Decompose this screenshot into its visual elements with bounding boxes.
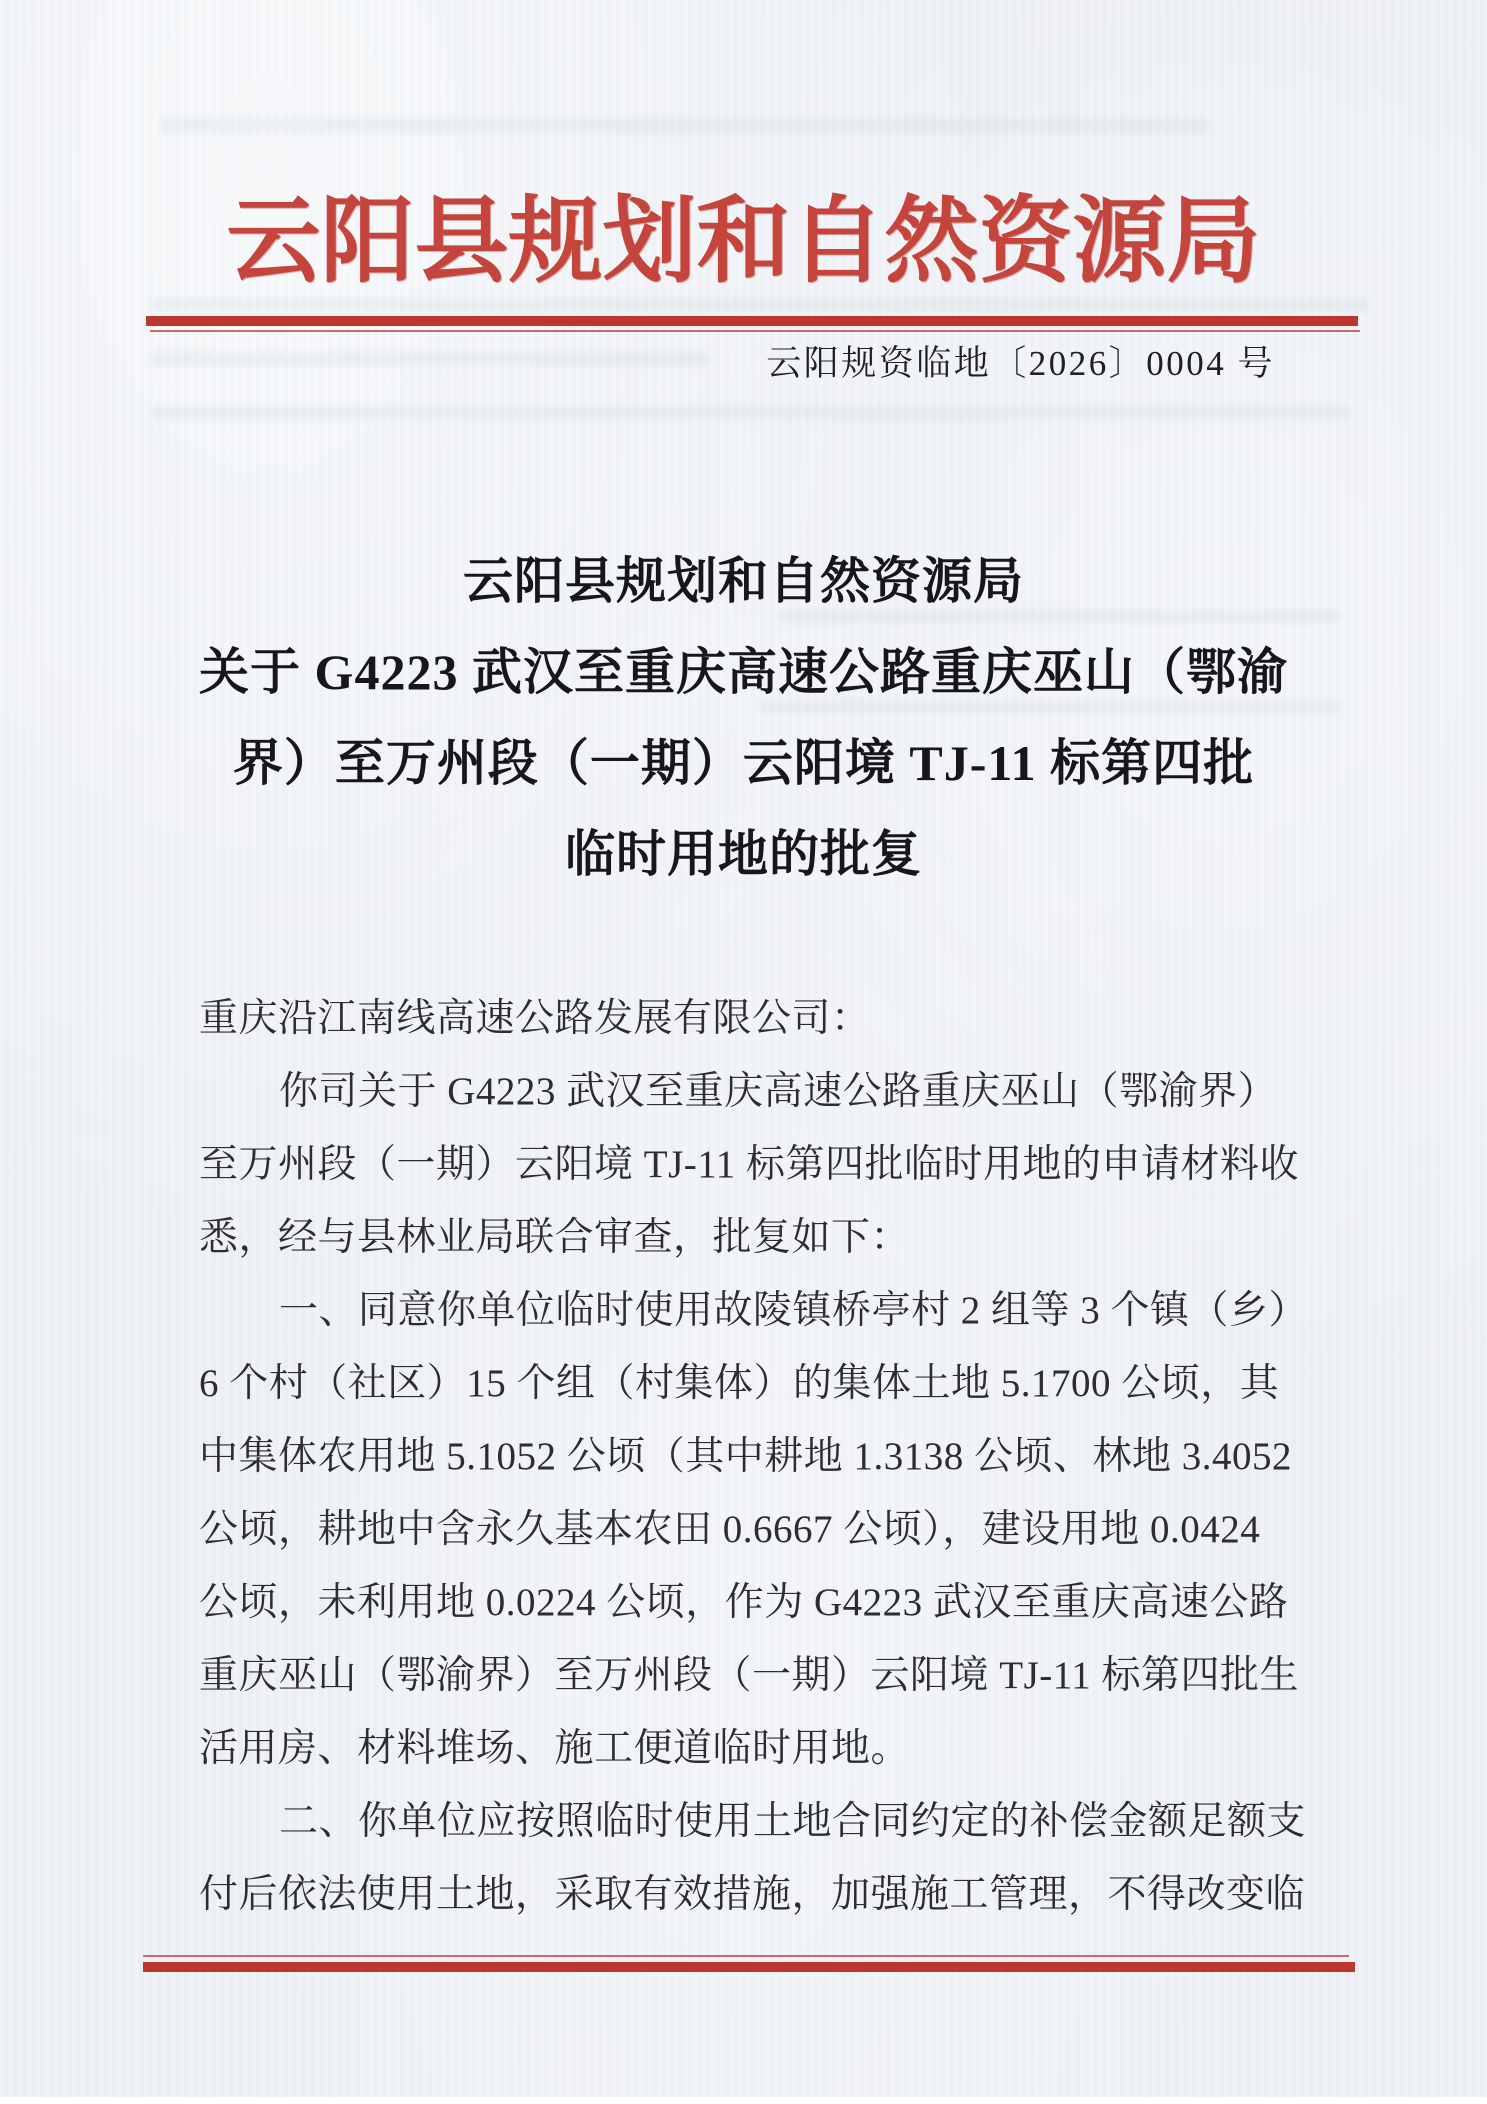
scan-bleedthrough-mark [150,298,1370,312]
footer-rule-thick [143,1962,1355,1972]
document-number: 云阳规资临地〔2026〕0004 号 [766,344,1275,383]
letterhead-rule-thin [150,330,1360,332]
body-line: 你司关于 G4223 武汉至重庆高速公路重庆巫山（鄂渝界） [279,1070,1278,1113]
letterhead-rule-thick [146,316,1358,326]
body-line: 活用房、材料堆场、施工便道临时用地。 [199,1727,911,1770]
body-line: 付后依法使用土地，采取有效措施，加强施工管理，不得改变临 [199,1873,1306,1916]
body-line-item-1: 一、同意你单位临时使用故陵镇桥亭村 2 组等 3 个镇（乡） [279,1289,1309,1332]
document-body [199,982,1309,1931]
scan-bleedthrough-mark [160,118,1210,133]
title-line-4: 临时用地的批复 [565,826,922,882]
scan-bleedthrough-mark [150,352,710,366]
body-line: 重庆巫山（鄂渝界）至万州段（一期）云阳境 TJ-11 标第四批生 [199,1654,1300,1697]
title-line-1: 云阳县规划和自然资源局 [463,553,1024,609]
body-line: 公顷，耕地中含永久基本农田 0.6667 公顷），建设用地 0.0424 [199,1508,1261,1551]
body-line: 6 个村（社区）15 个组（村集体）的集体土地 5.1700 公顷，其 [199,1362,1280,1405]
title-line-2: 关于 G4223 武汉至重庆高速公路重庆巫山（鄂渝 [199,644,1288,700]
body-line: 至万州段（一期）云阳境 TJ-11 标第四批临时用地的申请材料收 [199,1143,1300,1186]
body-line: 中集体农用地 5.1052 公顷（其中耕地 1.3138 公顷、林地 3.4052 [199,1435,1293,1478]
scan-edge [0,2097,1487,2104]
agency-letterhead: 云阳县规划和自然资源局 [226,190,1261,294]
document-title [60,536,1427,900]
title-line-3: 界）至万州段（一期）云阳境 TJ-11 标第四批 [232,735,1255,791]
body-line: 悉，经与县林业局联合审查，批复如下： [199,1216,911,1259]
body-line-recipient: 重庆沿江南线高速公路发展有限公司： [199,997,871,1040]
footer-rule-thin [143,1955,1349,1957]
scan-bleedthrough-mark [150,406,1350,420]
body-line-item-2: 二、你单位应按照临时使用土地合同约定的补偿金额足额支 [279,1800,1307,1843]
body-line: 公顷，未利用地 0.0224 公顷，作为 G4223 武汉至重庆高速公路 [199,1581,1289,1624]
